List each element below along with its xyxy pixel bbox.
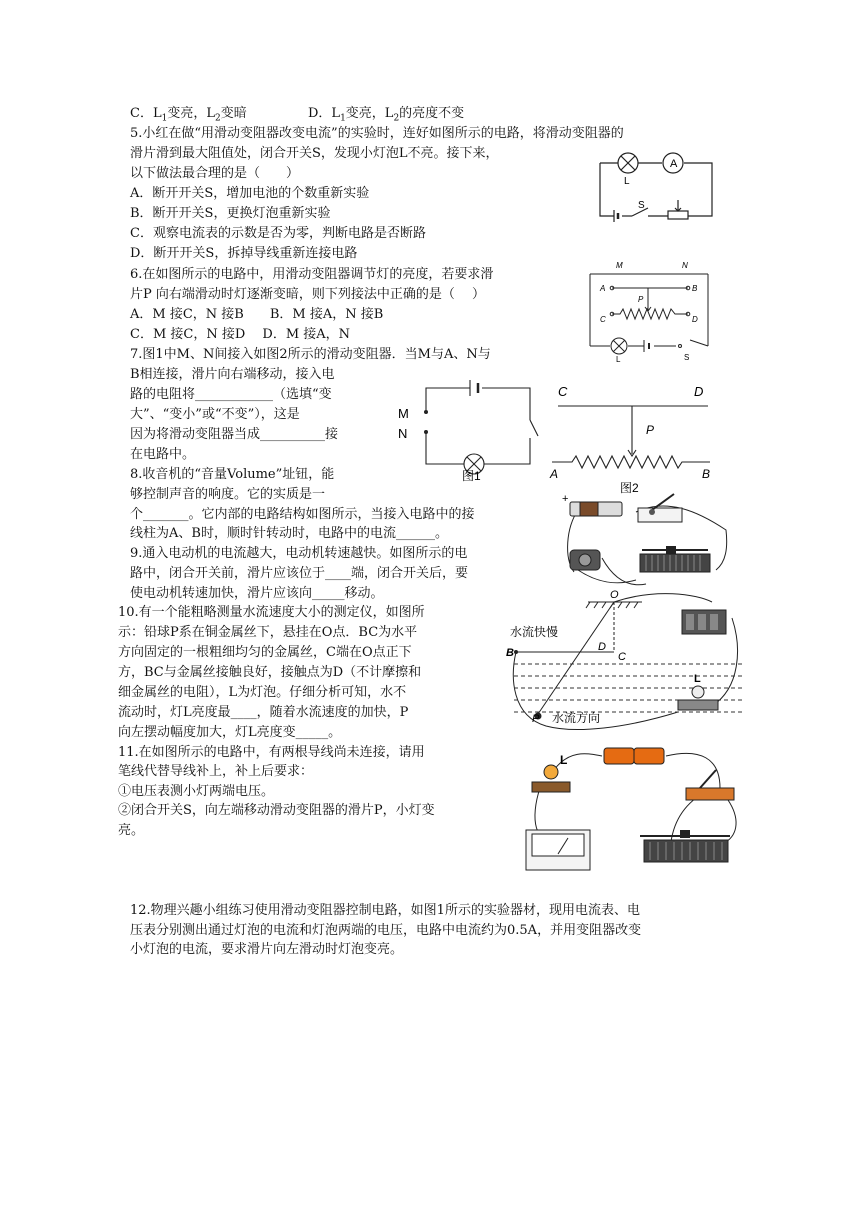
subscript: 2 [214,113,221,124]
q5-option-a: A．断开开关S，增加电池的个数重新实验 [130,186,370,201]
q11-circuit-picture [520,738,744,876]
q10-line-2: 示：铅球P系在铜金属丝下，悬挂在O点．BC为水平 [118,625,418,640]
q6-circuit-diagram [586,256,712,364]
q9-line-2: 路中，闭合开关前，滑片应该位于____端，闭合开关后，要 [130,566,469,581]
q8-line-2: 够控制声音的响度。它的实质是一 [130,487,326,502]
q7-line-3: 路的电阻将____________（选填“变 [130,387,332,402]
lamp-label: L [624,176,630,187]
terminal-m-label: M [616,261,623,270]
plus-sign: + [562,493,569,505]
q5-option-c: C．观察电流表的示数是否为零，判断电路是否断路 [130,226,426,241]
terminal-c-label: C [558,384,568,399]
point-o-label: O [610,589,619,601]
lamp-label: L [616,355,621,364]
lamp-l-label: L [694,673,701,685]
q7-line-2: B相连接，滑片向右端移动，接入电 [130,367,335,382]
ammeter-label: A [670,158,678,170]
q5-option-b: B．断开开关S，更换灯泡重新实验 [130,206,331,221]
q11-line-4: ②闭合开关S，向左端移动滑动变阻器的滑片P，小灯变 [118,803,435,818]
q7-line-6: 在电路中。 [130,447,196,462]
subscript: 2 [393,113,400,124]
q6-line-2: 片P 向右端滑动时灯逐渐变暗，则下列接法中正确的是（ ） [130,287,486,302]
slider-p-label: P [646,423,655,437]
water-direction-label: 水流方向 [552,711,601,725]
q5-circuit-diagram [592,148,722,226]
motor-image [570,550,600,570]
q12-line-3: 小灯泡的电流，要求滑片向左滑动时灯泡变亮。 [130,942,404,957]
q4-option-c-prefix: C．L [130,106,162,121]
q10-line-5: 细金属丝的电阻），L为灯泡。仔细分析可知，水不 [118,685,407,700]
q7-line-1: 7.图1中M、N间接入如图2所示的滑动变阻器．当M与A、N与 [130,347,491,362]
q7-figure-1-circuit [392,376,552,482]
q10-line-1: 10.有一个能粗略测量水流速度大小的测定仪，如图所 [118,605,425,620]
q5-line-1: 5.小红在做“用滑动变阻器改变电流”的实验时，连好如图所示的电路，将滑动变阻器的 [130,126,624,141]
q4-option-d-prefix: D．L [308,106,341,121]
q6-line-1: 6.在如图所示的电路中，用滑动变阻器调节灯的亮度，若要求滑 [130,267,494,282]
terminal-a-label: A [550,467,559,481]
terminal-m-dot [424,410,428,414]
lamp-image [678,686,718,710]
terminal-b-label: B [702,467,711,481]
lamp-l-label: L [560,753,568,767]
point-c-label: C [618,651,626,663]
terminal-a-label: A [600,284,606,293]
q9-motor-circuit-picture [556,488,732,600]
q4-option-c-text: 变亮，L [167,106,215,121]
q11-line-2: 笔线代替导线补上，补上后要求： [118,764,314,779]
terminal-m-label: M [398,406,409,421]
q11-line-1: 11.在如图所示的电路中，有两根导线尚未连接，请用 [118,745,425,760]
q8-line-1: 8.收音机的“音量Volume”址钮，能 [130,467,335,482]
terminal-n-label: N [682,261,688,270]
water-speed-label: 水流快慢 [510,625,559,639]
q6-options-cd: C．M 接C，N 接D D．M 接A，N [130,327,351,342]
q11-line-5: 亮。 [118,823,145,838]
battery-image [604,748,664,764]
q4-option-d-text: 变亮，L [345,106,394,121]
switch-label: S [638,200,645,211]
q4-option-d-end: 的亮度不变 [399,106,465,121]
point-d-label: D [598,641,606,653]
q12-line-2: 压表分别测出通过灯泡的电流和灯泡两端的电压，电路中电流约为0.5A，并用变阻器改变 [130,923,642,938]
q10-line-3: 方向固定的一根粗细均匀的金属丝，C端在O点正下 [118,645,412,660]
terminal-n-dot [424,430,428,434]
terminal-n-label: N [398,426,408,441]
q7-line-5: 因为将滑动变阻器当成__________接 [130,427,339,442]
battery-pack-image [682,610,726,634]
q8-line-3: 个_______。它内部的电路结构如图所示，当接入电路中的接 [130,507,475,522]
q7-figure-2-rheostat [548,378,718,496]
q10-line-4: 方，BC与金属丝接触良好，接触点为D（不计摩擦和 [118,665,422,680]
slider-p-label: P [638,295,644,304]
q11-line-3: ①电压表测小灯两端电压。 [118,784,275,799]
switch-image [686,770,734,800]
switch-label: S [684,353,690,362]
rheostat-image [640,546,710,572]
terminal-d-label: D [692,315,698,324]
q9-line-1: 9.通入电动机的电流越大，电动机转速越快。如图所示的电 [130,546,468,561]
q10-line-6: 流动时，灯L亮度最____，随着水流速度的加快，P [118,705,409,720]
lamp-image [532,753,570,792]
battery-image [562,493,622,516]
q5-option-d: D．断开开关S，拆掉导线重新连接电路 [130,246,358,261]
subscript: 1 [161,113,168,124]
q6-options-ab: A．M 接C，N 接B B．M 接A，N 接B [130,307,384,322]
switch-image [638,494,682,522]
rheostat-image [640,830,730,862]
q9-line-3: 使电动机转速加快，滑片应该向_____移动。 [130,586,384,601]
q4-option-c-end: 变暗 [220,106,247,121]
q10-water-flow-meter-diagram [506,588,744,736]
subscript: 1 [340,113,346,124]
figure-1-caption: 图1 [462,469,481,482]
q8-line-4: 线柱为A、B时，顺时针转动时，电路中的电流______。 [130,526,448,541]
point-b-label: B [506,647,514,659]
q10-line-7: 向左摆动幅度加大，灯L亮度变_____。 [118,725,342,740]
terminal-c-label: C [600,315,606,324]
figure-2-caption: 图2 [620,481,639,495]
q5-line-3: 以下做法最合理的是（ ） [130,166,300,181]
ball-p-label: P [532,713,540,725]
q5-line-2: 滑片滑到最大阻值处，闭合开关S，发现小灯泡L不亮。接下来， [130,146,499,161]
terminal-b-label: B [692,284,698,293]
q7-line-4: 大”、“变小”或“不变”），这是 [130,407,300,422]
q12-line-1: 12.物理兴趣小组练习使用滑动变阻器控制电路，如图1所示的实验器材，现用电流表、电 [130,903,640,918]
voltmeter-image [526,830,590,870]
terminal-d-label: D [694,384,704,399]
